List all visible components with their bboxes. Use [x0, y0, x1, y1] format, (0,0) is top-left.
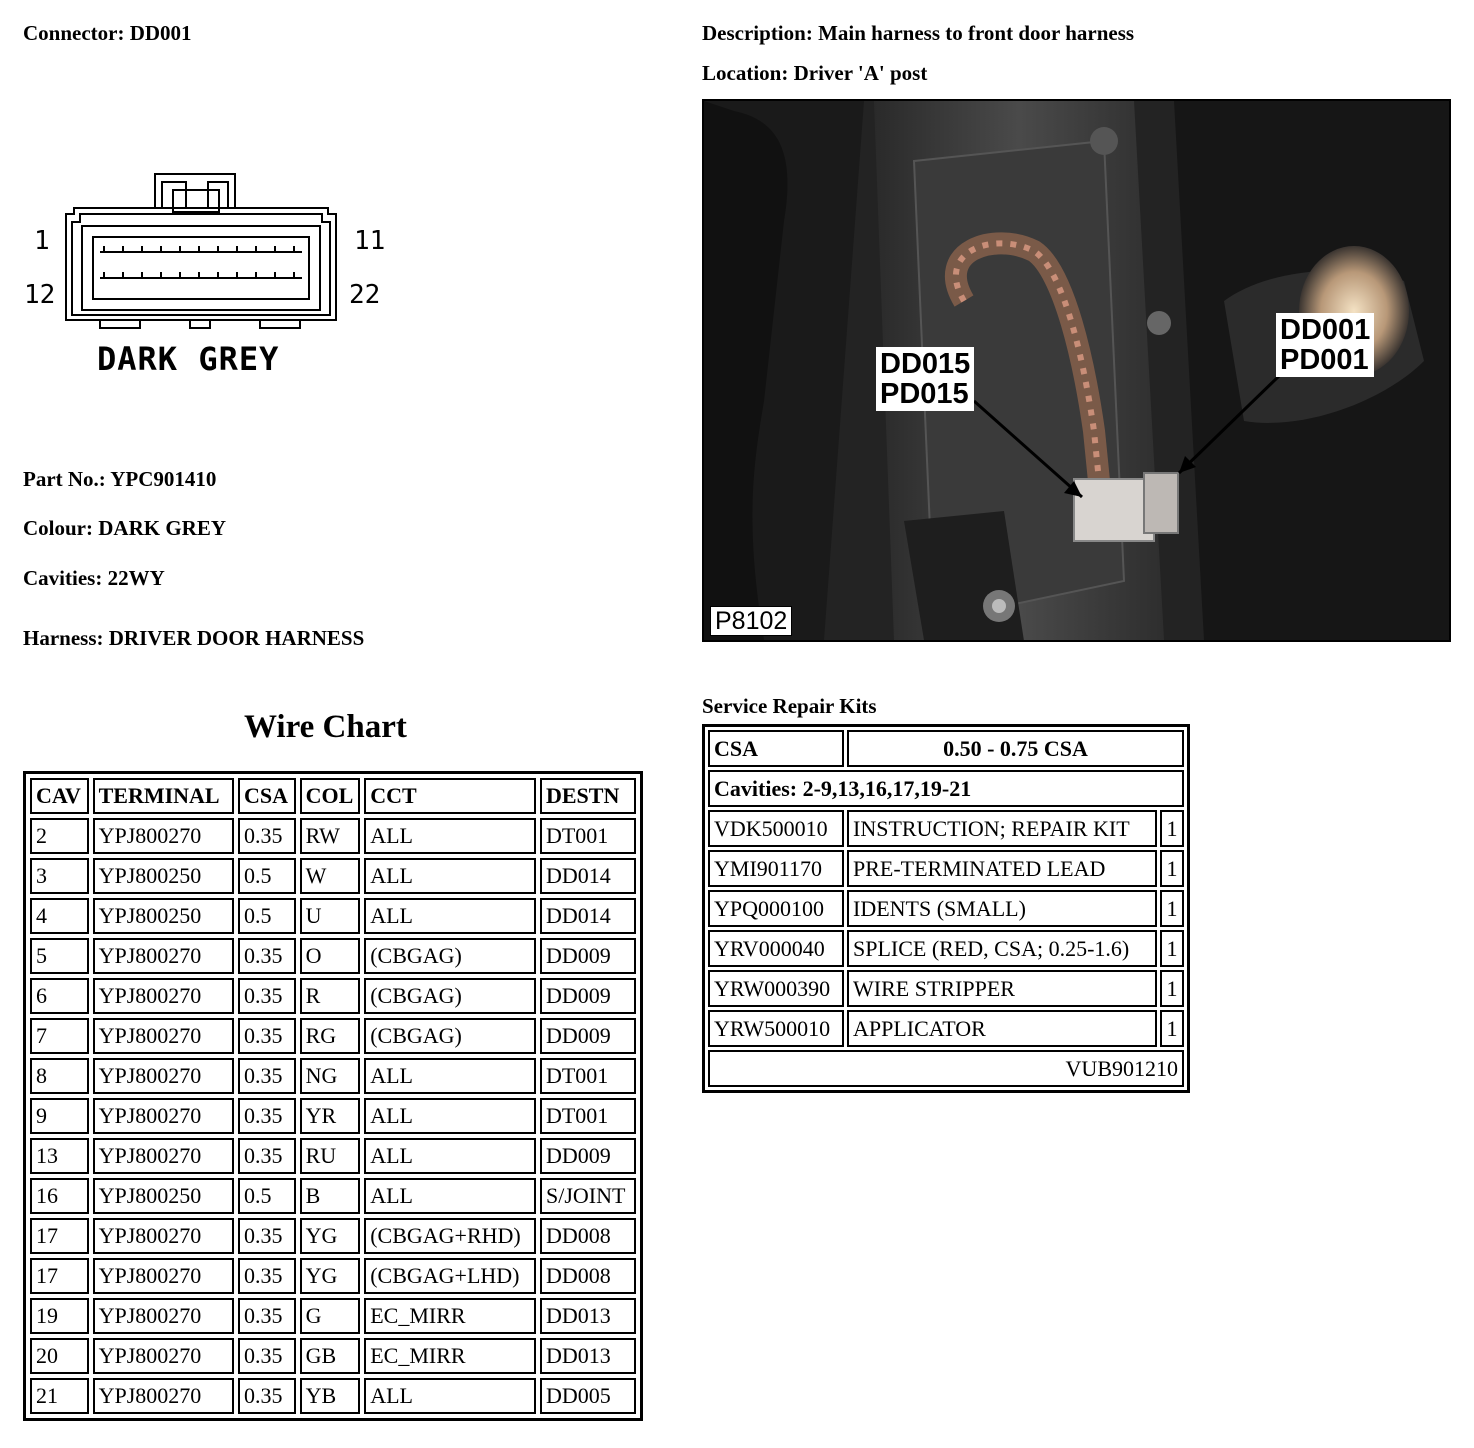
photo-reference: P8102: [710, 606, 792, 636]
cell-cct: ALL: [364, 858, 536, 894]
kit-row: [708, 930, 1184, 967]
kit-description: INSTRUCTION; REPAIR KIT: [847, 810, 1157, 847]
cell-col: NG: [300, 1058, 361, 1094]
kit-qty: 1: [1160, 1010, 1184, 1047]
table-row: [30, 1298, 636, 1334]
kit-number: VUB901210: [708, 1050, 1184, 1087]
cell-col: G: [300, 1298, 361, 1334]
pin-label-12: 12: [24, 280, 56, 310]
cell-destn: DD008: [540, 1258, 636, 1294]
header-destn: DESTN: [540, 778, 636, 814]
kit-qty: 1: [1160, 810, 1184, 847]
cell-cct: (CBGAG): [364, 938, 536, 974]
kit-row: [708, 850, 1184, 887]
part-number: Part No.: YPC901410: [23, 467, 217, 491]
table-row: [30, 1058, 636, 1094]
kit-part: YPQ000100: [708, 890, 844, 927]
cell-cav: 16: [30, 1178, 89, 1214]
kit-qty: 1: [1160, 970, 1184, 1007]
cell-col: RU: [300, 1138, 361, 1174]
cell-terminal: YPJ800270: [93, 1298, 234, 1334]
cell-terminal: YPJ800270: [93, 938, 234, 974]
location-photo: [702, 99, 1451, 642]
cell-destn: DT001: [540, 818, 636, 854]
cell-csa: 0.35: [238, 1218, 296, 1254]
kit-row: [708, 890, 1184, 927]
cell-csa: 0.35: [238, 978, 296, 1014]
cell-cct: (CBGAG): [364, 1018, 536, 1054]
wire-chart-table: [23, 771, 643, 1421]
cell-destn: S/JOINT: [540, 1178, 636, 1214]
cell-terminal: YPJ800270: [93, 1138, 234, 1174]
header-cav: CAV: [30, 778, 89, 814]
cell-csa: 0.5: [238, 858, 296, 894]
description-label: Description: Main harness to front door harness: [702, 21, 1135, 45]
cell-col: B: [300, 1178, 361, 1214]
cell-terminal: YPJ800270: [93, 1218, 234, 1254]
repair-kits-table: [702, 724, 1190, 1093]
cell-col: O: [300, 938, 361, 974]
pin-label-22: 22: [349, 280, 381, 310]
connector-label: Connector: DD001: [23, 21, 192, 45]
cell-terminal: YPJ800270: [93, 978, 234, 1014]
cell-col: YR: [300, 1098, 361, 1134]
cell-destn: DD013: [540, 1298, 636, 1334]
cell-cct: ALL: [364, 898, 536, 934]
table-row: [30, 1178, 636, 1214]
cell-col: YB: [300, 1378, 361, 1414]
cell-destn: DT001: [540, 1058, 636, 1094]
kits-csa-label: CSA: [708, 730, 844, 767]
cell-csa: 0.35: [238, 1298, 296, 1334]
table-row: [30, 938, 636, 974]
cell-terminal: YPJ800270: [93, 1338, 234, 1374]
cell-col: YG: [300, 1258, 361, 1294]
cell-terminal: YPJ800250: [93, 1178, 234, 1214]
kits-csa-row: [708, 730, 1184, 767]
cell-cav: 19: [30, 1298, 89, 1334]
cell-cav: 4: [30, 898, 89, 934]
callout-dd001-line1: DD001: [1280, 314, 1371, 346]
pin-label-11: 11: [354, 226, 386, 256]
header-terminal: TERMINAL: [93, 778, 234, 814]
cell-csa: 0.35: [238, 1138, 296, 1174]
kit-number-row: [708, 1050, 1184, 1087]
kit-qty: 1: [1160, 850, 1184, 887]
callout-dd001: [1276, 313, 1374, 377]
cell-csa: 0.35: [238, 1338, 296, 1374]
wire-chart-header-row: [30, 778, 636, 814]
table-row: [30, 1338, 636, 1374]
callout-dd001-line2: PD001: [1280, 344, 1369, 376]
table-row: [30, 1018, 636, 1054]
callout-dd015-line2: PD015: [880, 378, 969, 410]
cell-cav: 9: [30, 1098, 89, 1134]
cell-csa: 0.35: [238, 1058, 296, 1094]
cell-csa: 0.35: [238, 938, 296, 974]
cell-csa: 0.5: [238, 1178, 296, 1214]
cell-destn: DD009: [540, 938, 636, 974]
cell-cct: ALL: [364, 1378, 536, 1414]
table-row: [30, 898, 636, 934]
cell-terminal: YPJ800270: [93, 1378, 234, 1414]
cell-destn: DD014: [540, 898, 636, 934]
cell-cav: 7: [30, 1018, 89, 1054]
cell-cav: 5: [30, 938, 89, 974]
cell-csa: 0.35: [238, 1018, 296, 1054]
kit-part: YMI901170: [708, 850, 844, 887]
harness: Harness: DRIVER DOOR HARNESS: [23, 626, 365, 650]
cell-cct: (CBGAG+LHD): [364, 1258, 536, 1294]
cell-col: R: [300, 978, 361, 1014]
cell-col: RG: [300, 1018, 361, 1054]
cell-terminal: YPJ800270: [93, 818, 234, 854]
header-col: COL: [300, 778, 361, 814]
table-row: [30, 858, 636, 894]
kit-description: SPLICE (RED, CSA; 0.25-1.6): [847, 930, 1157, 967]
cell-col: YG: [300, 1218, 361, 1254]
cell-cct: EC_MIRR: [364, 1298, 536, 1334]
table-row: [30, 1138, 636, 1174]
cell-destn: DD009: [540, 1018, 636, 1054]
cell-cav: 17: [30, 1218, 89, 1254]
kit-part: VDK500010: [708, 810, 844, 847]
table-row: [30, 978, 636, 1014]
kit-row: [708, 1010, 1184, 1047]
header-csa: CSA: [238, 778, 296, 814]
connector-colour-caption: DARK GREY: [97, 340, 280, 378]
kits-csa-value: 0.50 - 0.75 CSA: [847, 730, 1184, 767]
table-row: [30, 1098, 636, 1134]
cell-destn: DT001: [540, 1098, 636, 1134]
cell-terminal: YPJ800270: [93, 1258, 234, 1294]
cell-col: RW: [300, 818, 361, 854]
cell-terminal: YPJ800270: [93, 1018, 234, 1054]
cell-cct: ALL: [364, 1058, 536, 1094]
cavities: Cavities: 22WY: [23, 566, 165, 590]
cell-cav: 6: [30, 978, 89, 1014]
header-cct: CCT: [364, 778, 536, 814]
cell-cct: EC_MIRR: [364, 1338, 536, 1374]
kit-row: [708, 970, 1184, 1007]
kit-row: [708, 810, 1184, 847]
cell-cct: (CBGAG+RHD): [364, 1218, 536, 1254]
kit-description: IDENTS (SMALL): [847, 890, 1157, 927]
colour: Colour: DARK GREY: [23, 516, 226, 540]
kit-qty: 1: [1160, 890, 1184, 927]
cell-csa: 0.35: [238, 818, 296, 854]
kit-qty: 1: [1160, 930, 1184, 967]
cell-cav: 13: [30, 1138, 89, 1174]
cell-cct: ALL: [364, 1178, 536, 1214]
cell-terminal: YPJ800270: [93, 1058, 234, 1094]
kits-cavities: Cavities: 2-9,13,16,17,19-21: [708, 770, 1184, 807]
cell-col: U: [300, 898, 361, 934]
cell-cct: ALL: [364, 1138, 536, 1174]
cell-cct: ALL: [364, 818, 536, 854]
cell-csa: 0.5: [238, 898, 296, 934]
cell-terminal: YPJ800270: [93, 1098, 234, 1134]
cell-cct: ALL: [364, 1098, 536, 1134]
cell-destn: DD009: [540, 978, 636, 1014]
cell-destn: DD014: [540, 858, 636, 894]
cell-destn: DD013: [540, 1338, 636, 1374]
cell-destn: DD005: [540, 1378, 636, 1414]
kit-description: WIRE STRIPPER: [847, 970, 1157, 1007]
cell-cav: 17: [30, 1258, 89, 1294]
location-label: Location: Driver 'A' post: [702, 61, 928, 85]
repair-kits-title: Service Repair Kits: [702, 694, 877, 718]
kit-part: YRW500010: [708, 1010, 844, 1047]
kit-part: YRW000390: [708, 970, 844, 1007]
cell-col: GB: [300, 1338, 361, 1374]
connector-diagram: [60, 170, 345, 335]
cell-terminal: YPJ800250: [93, 858, 234, 894]
cell-col: W: [300, 858, 361, 894]
cell-csa: 0.35: [238, 1098, 296, 1134]
kit-part: YRV000040: [708, 930, 844, 967]
cell-destn: DD008: [540, 1218, 636, 1254]
wire-chart-title: Wire Chart: [244, 709, 407, 745]
cell-cav: 3: [30, 858, 89, 894]
cell-cav: 2: [30, 818, 89, 854]
cell-destn: DD009: [540, 1138, 636, 1174]
cell-cav: 20: [30, 1338, 89, 1374]
kit-description: PRE-TERMINATED LEAD: [847, 850, 1157, 887]
cell-csa: 0.35: [238, 1258, 296, 1294]
table-row: [30, 1258, 636, 1294]
cell-cav: 21: [30, 1378, 89, 1414]
cell-cct: (CBGAG): [364, 978, 536, 1014]
callout-dd015-line1: DD015: [880, 348, 971, 380]
cell-cav: 8: [30, 1058, 89, 1094]
callout-dd015: [876, 347, 974, 411]
cell-terminal: YPJ800250: [93, 898, 234, 934]
kits-cavities-row: [708, 770, 1184, 807]
cell-csa: 0.35: [238, 1378, 296, 1414]
table-row: [30, 818, 636, 854]
table-row: [30, 1218, 636, 1254]
kit-description: APPLICATOR: [847, 1010, 1157, 1047]
pin-label-1: 1: [34, 226, 50, 256]
connector-face-drawing: [60, 170, 345, 335]
table-row: [30, 1378, 636, 1414]
